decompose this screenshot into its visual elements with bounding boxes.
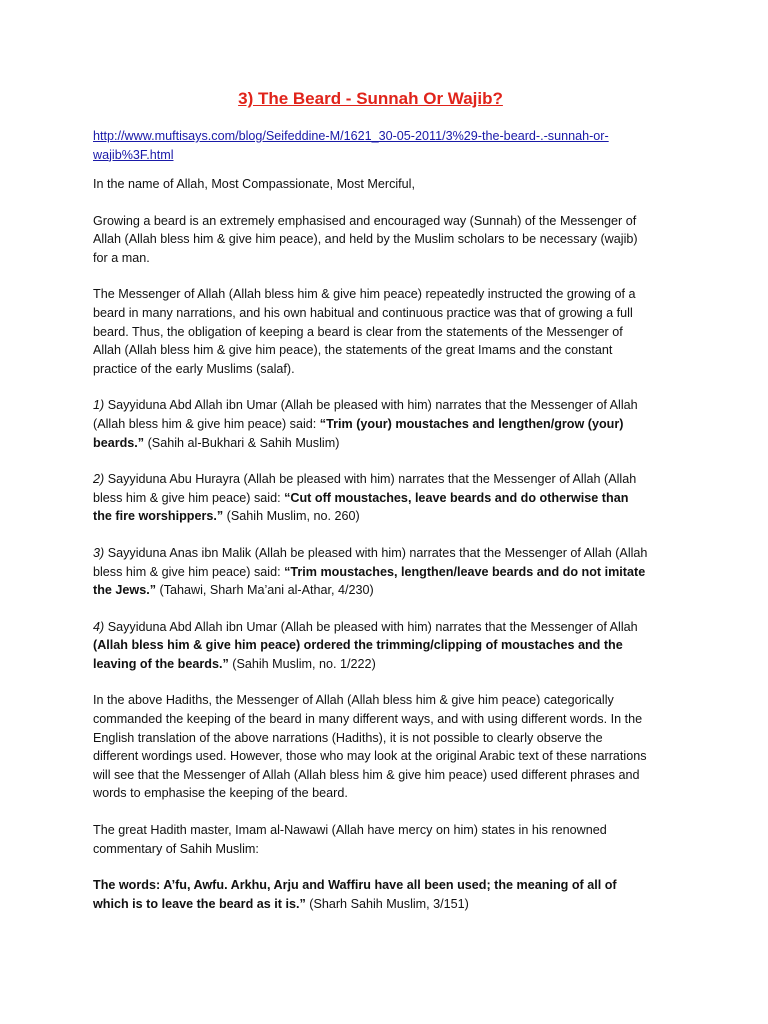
hadith-1 — [93, 396, 648, 452]
hadith-intro: Sayyiduna Anas ibn Malik (Allah be pleased with him) narrates that the Messenger of Allah (Allah bless him & give him peace) said: — [93, 545, 648, 579]
hadith-quote: “Trim moustaches, lengthen/leave beards and do not imitate the Jews.” — [93, 564, 646, 598]
hadith-number: 1) — [93, 398, 105, 413]
hadith-number: 4) — [93, 619, 105, 634]
hadith-number: 3) — [93, 545, 105, 560]
hadith-quote: “Trim (your) moustaches and lengthen/grow (your) beards.” — [93, 416, 624, 450]
hadith-source: (Tahawi, Sharh Ma’ani al-Athar, 4/230) — [156, 583, 374, 598]
hadith-4 — [93, 618, 648, 674]
paragraph-obligation: The Messenger of Allah (Allah bless him & give him peace) repeatedly instructed the growing of a beard in many narrations, and his own habitual and continuous practice was that of growing a full beard. Thus, the obligation of keeping a beard is clear from the statements of the Messenger of Allah (Allah bless him & give him peace), the statements of the great Imams and the constant practice of the early Muslims (salaf). — [93, 287, 636, 376]
hadith-intro: Sayyiduna Abu Hurayra (Allah be pleased with him) narrates that the Messenger of Allah (Allah bless him & give him peace) said: — [93, 472, 637, 505]
source-link[interactable] — [93, 127, 648, 164]
page-title: 3) The Beard - Sunnah Or Wajib? — [238, 89, 503, 108]
source-link-line-2[interactable]: wajib%3F.html — [93, 147, 174, 162]
hadith-2 — [93, 470, 648, 526]
words-quote: The words: A’fu, Awfu. Arkhu, Arju and Waffiru have all been used; the meaning of all of which is to leave the beard as it is.” — [93, 878, 617, 911]
hadith-source: (Sahih al-Bukhari & Sahih Muslim) — [144, 435, 340, 450]
paragraph-commentary: In the above Hadiths, the Messenger of Allah (Allah bless him & give him peace) categorically commanded the keeping of the beard in many different ways, and with using different words. In the English translation of the above narrations (Hadiths), it is not possible to clearly observe the different wordings used. However, those who may look at the original Arabic text of these narrations will see that the Messenger of Allah (Allah bless him & give him peace) used different phrases and words to emphasise the keeping of the beard. — [93, 693, 647, 801]
paragraph-nawawi: The great Hadith master, Imam al-Nawawi (Allah have mercy on him) states in his renowned commentary of Sahih Muslim: — [93, 823, 607, 856]
hadith-intro: Sayyiduna Abd Allah ibn Umar (Allah be pleased with him) narrates that the Messenger of Allah (Allah bless him & give him peace) said: — [93, 398, 638, 431]
source-link-line-1[interactable]: http://www.muftisays.com/blog/Seifeddine-M/1621_30-05-2011/3%29-the-beard-.-sunnah-or- — [93, 129, 609, 143]
intro-paragraph: In the name of Allah, Most Compassionate, Most Merciful, — [93, 177, 415, 191]
hadith-quote: (Allah bless him & give him peace) ordered the trimming/clipping of moustaches and the leaving of the beards.” — [93, 638, 623, 671]
hadith-source: (Sahih Muslim, no. 1/222) — [228, 656, 376, 671]
hadith-source: (Sahih Muslim, no. 260) — [223, 509, 360, 524]
words-source: (Sharh Sahih Muslim, 3/151) — [305, 896, 469, 911]
paragraph-words — [93, 876, 648, 913]
hadith-number: 2) — [93, 472, 105, 487]
hadith-3 — [93, 544, 648, 600]
hadith-intro: Sayyiduna Abd Allah ibn Umar (Allah be pleased with him) narrates that the Messenger of Allah — [104, 619, 638, 634]
hadith-quote: “Cut off moustaches, leave beards and do otherwise than the fire worshippers.” — [93, 490, 629, 524]
paragraph-sunnah: Growing a beard is an extremely emphasised and encouraged way (Sunnah) of the Messenger of Allah (Allah bless him & give him peace), and held by the Muslim scholars to be necessary (wajib) for a man. — [93, 213, 638, 265]
